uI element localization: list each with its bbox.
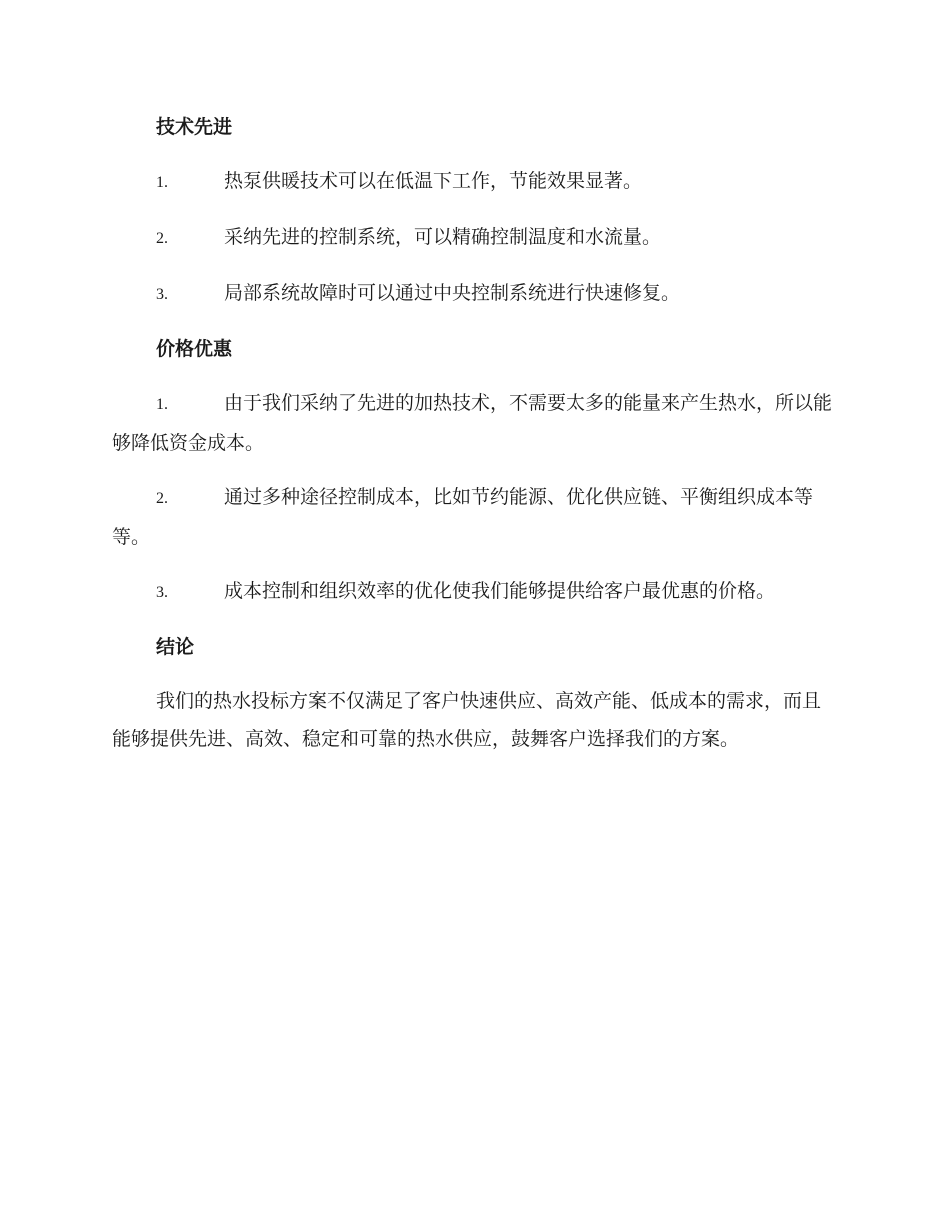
conclusion-paragraph: 我们的热水投标方案不仅满足了客户快速供应、高效产能、低成本的需求，而且能够提供先进、高效、稳定和可靠的热水供应，鼓舞客户选择我们的方案。	[112, 690, 822, 750]
document-content	[112, 108, 836, 774]
list-item-number: 3.	[156, 286, 168, 303]
list-item	[112, 384, 836, 462]
list-item-text: 采纳先进的控制系统，可以精确控制温度和水流量。	[224, 226, 662, 248]
section-heading-conclusion: 结论	[156, 636, 195, 658]
section-heading-price: 价格优惠	[156, 338, 233, 360]
list-item	[112, 218, 836, 258]
list-item-text: 通过多种途径控制成本，比如节约能源、优化供应链、平衡组织成本等等。	[112, 486, 814, 548]
list-item-number: 2.	[156, 490, 168, 507]
list-item-text: 由于我们采纳了先进的加热技术，不需要太多的能量来产生热水，所以能够降低资金成本。	[112, 392, 833, 454]
list-item-number: 2.	[156, 230, 168, 247]
section-heading-tech: 技术先进	[156, 116, 233, 138]
list-item	[112, 478, 836, 556]
list-item-text: 热泵供暖技术可以在低温下工作，节能效果显著。	[224, 170, 643, 192]
list-item	[112, 572, 836, 612]
list-item	[112, 162, 836, 202]
list-item-number: 1.	[156, 174, 168, 191]
list-item-text: 成本控制和组织效率的优化使我们能够提供给客户最优惠的价格。	[224, 580, 776, 602]
list-item-number: 3.	[156, 584, 168, 601]
list-item-text: 局部系统故障时可以通过中央控制系统进行快速修复。	[224, 282, 681, 304]
list-item	[112, 274, 836, 314]
list-item-number: 1.	[156, 396, 168, 413]
